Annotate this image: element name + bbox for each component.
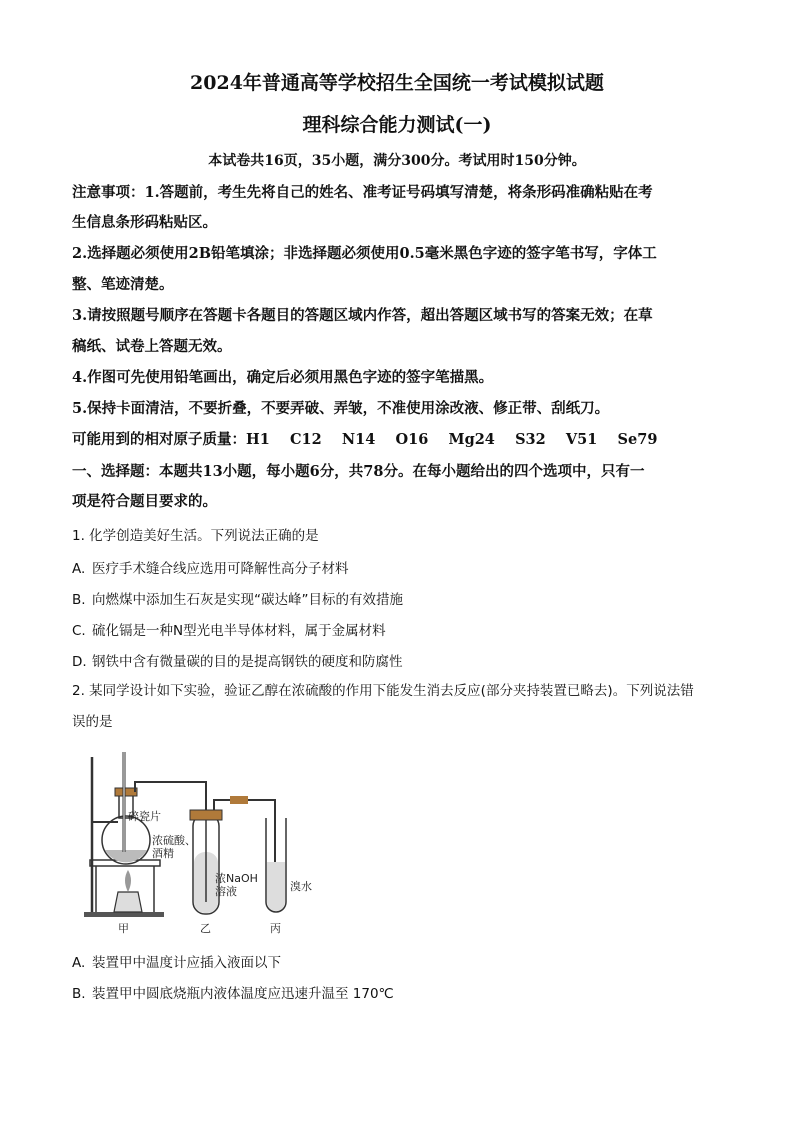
stand-base	[84, 912, 164, 917]
notice-line-2b: 整、笔迹清楚。	[72, 276, 174, 293]
label-yi: 乙	[200, 922, 211, 935]
bromine-water	[267, 862, 285, 911]
q1-option-a: A. 医疗手术缝合线应选用可降解性高分子材料	[72, 561, 349, 577]
notice-line-4: 4.作图可先使用铅笔画出，确定后必须用黑色字迹的签字笔描黑。	[72, 369, 494, 386]
label-naoh-2: 溶液	[215, 885, 237, 898]
q1-option-c: C. 硫化镉是一种N型光电半导体材料，属于金属材料	[72, 623, 386, 639]
notice-line-1b: 生信息条形码粘贴区。	[72, 214, 217, 231]
exam-title: 2024年普通高等学校招生全国统一考试模拟试题	[190, 72, 604, 94]
label-jia: 甲	[118, 922, 129, 935]
atomic-mass-line: 可能用到的相对原子质量：H1 C12 N14 O16 Mg24 S32 V51 Se79	[72, 431, 658, 448]
label-naoh-1: 浓NaOH	[215, 872, 258, 885]
exam-meta: 本试卷共16页，35小题，满分300分。考试用时150分钟。	[208, 153, 586, 169]
question-2-stem-line-1: 2. 某同学设计如下实验，验证乙醇在浓硫酸的作用下能发生消去反应(部分夹持装置已略去)。下列说法错	[72, 683, 694, 699]
question-2-stem-line-2: 误的是	[72, 714, 113, 730]
q2-option-a: A. 装置甲中温度计应插入液面以下	[72, 955, 281, 971]
notice-line-1: 注意事项：1.答题前，考生先将自己的姓名、准考证号码填写清楚，将条形码准确粘贴在考	[72, 184, 653, 201]
section-heading-line-2: 项是符合题目要求的。	[72, 493, 217, 510]
q2-option-b: B. 装置甲中圆底烧瓶内液体温度应迅速升温至 170℃	[72, 986, 394, 1002]
flask-stopper	[115, 788, 137, 796]
label-acid: 浓硫酸、	[152, 834, 196, 847]
notice-line-5: 5.保持卡面清洁，不要折叠，不要弄破、弄皱，不准使用涂改液、修正带、刮纸刀。	[72, 400, 610, 417]
question-1-stem: 1. 化学创造美好生活。下列说法正确的是	[72, 528, 319, 544]
exam-subtitle: 理科综合能力测试(一)	[302, 114, 492, 136]
q1-option-d: D. 钢铁中含有微量碳的目的是提高钢铁的硬度和防腐性	[72, 654, 403, 670]
q1-option-b: B. 向燃煤中添加生石灰是实现“碳达峰”目标的有效措施	[72, 592, 403, 608]
section-heading-line-1: 一、选择题：本题共13小题，每小题6分，共78分。在每小题给出的四个选项中，只有一	[72, 463, 645, 480]
rubber-connector	[230, 796, 248, 804]
lamp-flame	[125, 870, 131, 892]
notice-line-3: 3.请按照题号顺序在答题卡各题目的答题区域内作答，超出答题区域书写的答案无效；在草	[72, 307, 653, 324]
label-porcelain: 碎瓷片	[128, 810, 161, 823]
alcohol-lamp	[114, 892, 142, 912]
notice-line-3b: 稿纸、试卷上答题无效。	[72, 338, 232, 355]
experiment-apparatus-figure	[80, 752, 340, 937]
label-ethanol: 酒精	[152, 847, 174, 860]
yi-stopper	[190, 810, 222, 820]
label-bromine: 溴水	[290, 880, 312, 893]
notice-line-2: 2.选择题必须使用2B铅笔填涂；非选择题必须使用0.5毫米黑色字迹的签字笔书写，字体工	[72, 245, 657, 262]
label-bing: 丙	[270, 922, 281, 935]
